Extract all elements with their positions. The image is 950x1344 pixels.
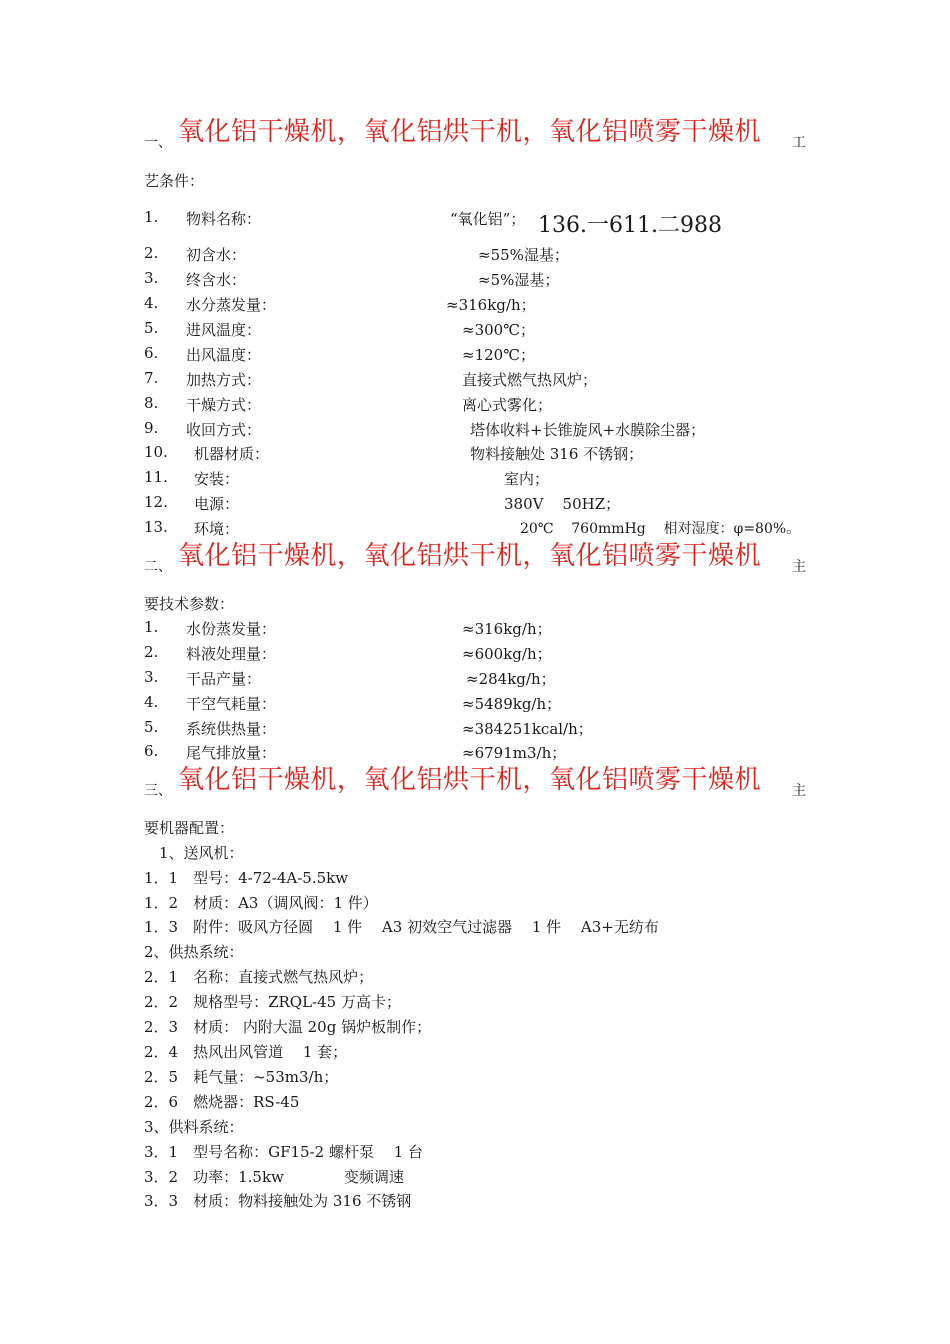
item-value: ≈120℃； (462, 346, 535, 364)
item-value: 20℃ 760mmHg 相对湿度：φ=80%。 (520, 521, 801, 537)
config-line: 1．2 材质：A3（调风阀：1 件） (144, 894, 378, 912)
item-value: ≈316kg/h； (462, 620, 552, 638)
section-heading-3 (144, 760, 814, 800)
item-number: 2. (144, 643, 159, 661)
section-title: 氧化铝干燥机，氧化铝烘干机，氧化铝喷雾干燥机 (178, 117, 762, 147)
item-value: 离心式雾化； (462, 396, 553, 414)
item-label: 进风温度： (186, 321, 262, 339)
config-line: 2．6 燃烧器：RS-45 (144, 1093, 300, 1111)
item-label: 水分蒸发量： (186, 296, 277, 314)
config-line: 1、送风机： (144, 844, 244, 862)
section-continuation: 要技术参数： (144, 595, 235, 613)
item-value: ≈5489kg/h； (462, 695, 562, 713)
item-label: 干品产量： (186, 670, 262, 688)
section-number: 二、 (144, 559, 172, 575)
config-line: 2．1 名称：直接式燃气热风炉； (144, 968, 374, 986)
section-heading-1 (144, 112, 814, 152)
item-number: 10. (144, 443, 168, 461)
item-label: 物料名称： (186, 210, 262, 228)
item-value: ≈6791m3/h； (462, 744, 567, 762)
config-line: 3．1 型号名称：GF15-2 螺杆泵 1 台 (144, 1143, 424, 1161)
item-label: 尾气排放量： (186, 744, 277, 762)
item-value: ≈55%湿基； (478, 246, 569, 264)
item-number: 13. (144, 518, 168, 536)
item-value: 直接式燃气热风炉； (462, 371, 598, 389)
item-label: 料液处理量： (186, 645, 277, 663)
item-number: 4. (144, 294, 159, 312)
config-line: 1．1 型号：4-72-4A-5.5kw (144, 869, 349, 887)
section-title-tail: 工 (792, 135, 806, 151)
config-line: 3．2 功率：1.5kw 变频调速 (144, 1168, 404, 1186)
item-value: ≈384251kcal/h； (462, 720, 593, 738)
item-number: 2. (144, 244, 159, 262)
item-value: “氧化铝”； (450, 210, 526, 228)
item-value: ≈600kg/h； (462, 645, 552, 663)
item-label: 初含水： (186, 246, 247, 264)
phone-number: 136.一611.二988 (538, 213, 722, 238)
item-label: 电源： (194, 495, 240, 513)
item-value: 室内； (504, 470, 550, 488)
item-number: 7. (144, 369, 159, 387)
item-number: 3. (144, 668, 159, 686)
section-title: 氧化铝干燥机，氧化铝烘干机，氧化铝喷雾干燥机 (178, 765, 762, 795)
item-number: 5. (144, 718, 159, 736)
section-title-tail: 主 (792, 783, 806, 799)
item-label: 加热方式： (186, 371, 262, 389)
config-line: 1．3 附件：吸风方径圆 1 件 A3 初效空气过滤器 1 件 A3+无纺布 (144, 918, 659, 936)
item-label: 干空气耗量： (186, 695, 277, 713)
config-line: 2、供热系统： (144, 943, 244, 961)
item-label: 安装： (194, 470, 240, 488)
item-number: 6. (144, 344, 159, 362)
config-line: 2．4 热风出风管道 1 套； (144, 1043, 348, 1061)
config-line: 3、供料系统： (144, 1118, 244, 1136)
config-line: 2．3 材质： 内附大温 20g 锅炉板制作； (144, 1018, 432, 1036)
item-number: 4. (144, 693, 159, 711)
item-number: 3. (144, 269, 159, 287)
item-label: 环境： (194, 520, 240, 538)
item-number: 9. (144, 419, 159, 437)
item-label: 收回方式： (186, 421, 262, 439)
config-line: 2．2 规格型号：ZRQL-45 万高卡； (144, 993, 401, 1011)
item-label: 出风温度： (186, 346, 262, 364)
item-value: 380V 50HZ； (504, 495, 621, 513)
item-value: ≈284kg/h； (466, 670, 556, 688)
section-title-tail: 主 (792, 559, 806, 575)
item-number: 1. (144, 618, 159, 636)
item-label: 干燥方式： (186, 396, 262, 414)
item-number: 1. (144, 208, 159, 226)
section-continuation: 要机器配置： (144, 819, 235, 837)
item-value: ≈300℃； (462, 321, 535, 339)
config-line: 2．5 耗气量：~53m3/h； (144, 1068, 339, 1086)
item-number: 5. (144, 319, 159, 337)
section-continuation: 艺条件： (144, 172, 205, 190)
section-number: 一、 (144, 135, 172, 151)
item-number: 11. (144, 468, 168, 486)
item-label: 水份蒸发量： (186, 620, 277, 638)
section-number: 三、 (144, 783, 172, 799)
item-label: 机器材质： (194, 445, 270, 463)
item-value: ≈316kg/h； (446, 296, 536, 314)
section-title: 氧化铝干燥机，氧化铝烘干机，氧化铝喷雾干燥机 (178, 541, 762, 571)
item-label: 终含水： (186, 271, 247, 289)
item-value: 物料接触处 316 不锈钢； (470, 445, 644, 463)
item-label: 系统供热量： (186, 720, 277, 738)
item-number: 12. (144, 493, 168, 511)
item-value: ≈5%湿基； (478, 271, 560, 289)
item-number: 6. (144, 742, 159, 760)
item-value: 塔体收料+长锥旋风+水膜除尘器； (470, 421, 706, 439)
section-heading-2 (144, 536, 814, 576)
item-number: 8. (144, 394, 159, 412)
config-line: 3．3 材质：物料接触处为 316 不锈钢 (144, 1192, 412, 1210)
